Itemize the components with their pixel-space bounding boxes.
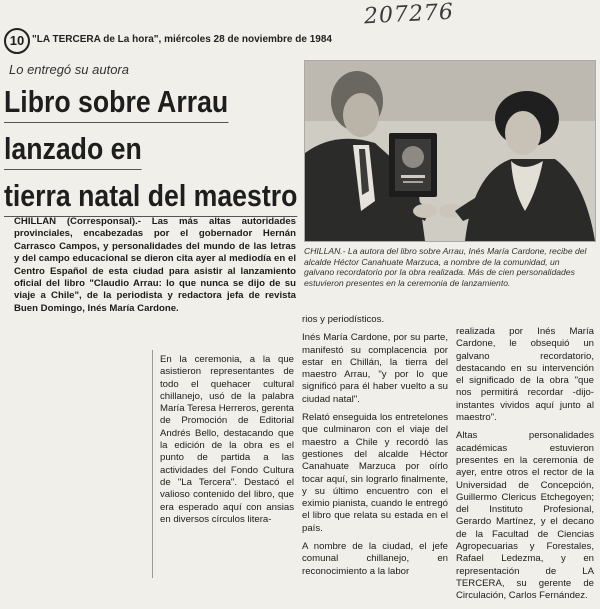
paragraph: A nombre de la ciudad, el jefe comunal chillanejo, en reconocimiento a la labor [302, 541, 448, 577]
photo-caption: CHILLAN.- La autora del libro sobre Arrau, Inés María Cardone, recibe del alcalde Héctor Canahuate Marzuca, a nombre de la comunidad, un galvano recordatorio por la obra realizada. Más de cien personalidades estuvieron presentes en la ceremonia de lanzamiento. [304, 246, 587, 288]
body-column-3 [456, 326, 594, 609]
kicker: Lo entregó su autora [9, 62, 129, 77]
headline-line-1: Libro sobre Arrau [4, 82, 228, 123]
photo-illustration [305, 61, 595, 241]
column-rule [152, 350, 153, 578]
paragraph: En la ceremonia, a la que asistieron representantes de todo el quehacer cultural chillanejo, usó de la palabra María Teresa Herreros, gerenta de Promoción de Editorial Andrés Bello, destacando que la edición de la obra es el punto de partida a las actividades del Fondo Cultura de "La Tercera". Destacó el valioso contenido del libro, que era esperado aquí con ansias en diversos círculos litera- [160, 354, 294, 525]
paragraph: rios y periodísticos. [302, 314, 385, 325]
headline [4, 82, 304, 223]
headline-line-2: lanzado en [4, 129, 142, 170]
body-column-1 [160, 354, 294, 532]
paragraph: Altas personalidades académicas estuvieron presentes en la ceremonia de ayer, entre otros el rector de la Universidad de Concepción, Guillermo Clericus Etchegoyen; del Instituto Profesional, Gerardo Martínez, y el decano de la Facultad de Ciencias Agropecuarias y Forestales, Rafael Ledezma, y en representación de LA TERCERA, su gerente de Circulación, Carlos Fernández. [456, 430, 594, 602]
running-head: "LA TERCERA de La hora", miércoles 28 de noviembre de 1984 [32, 34, 332, 45]
headline-line-3: tierra natal del maestro [4, 176, 297, 217]
paragraph: Inés María Cardone, por su parte, manifestó su complacencia por estar en Chillán, la tierra del maestro Arrau, "y por lo que significó para él haber vuelto a su ciudad natal". [302, 332, 448, 405]
handwritten-catalog-number: 207276 [363, 0, 455, 30]
lead-paragraph: CHILLAN (Corresponsal).- Las más altas autoridades provinciales, encabezadas por el gobernador Hernán Carrasco Campos, y personalidades del mundo de las letras y del campo educacional se dieron cita ayer al mediodía en el Centro Español de esta ciudad para asistir al lanzamiento oficial del libro "Claudio Arrau: lo que nunca se dijo de su viaje a Chile", de la periodista y redactora jefa de revista Buen Domingo, Inés María Cardone. [14, 216, 296, 314]
paragraph: Relató enseguida los entretelones que culminaron con el viaje del maestro a Chile y recordó las gestiones del alcalde Héctor Canahuate Marzuca por oírlo tocar aquí, sin lograrlo finalmente, y su último encuentro con el eximio pianista, cuando le entregó el libro que relata su estada en el país. [302, 412, 448, 534]
paragraph: realizada por Inés María Cardone, le obsequió un galvano recordatorio, destacando en su intervención el significado de la obra "que nos permitirá recordar -dijo- instantes vividos aquí junto al maestro". [456, 326, 594, 424]
news-photo [304, 60, 596, 242]
page-number-circle: 10 [4, 28, 30, 54]
body-column-2 [302, 314, 448, 584]
